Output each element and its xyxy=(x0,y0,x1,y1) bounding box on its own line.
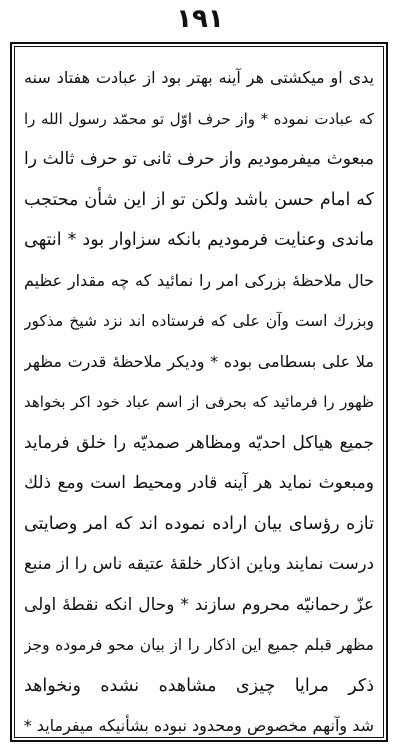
body-text xyxy=(24,58,374,735)
text-line: حال ملاحظهٔ بزرکی امر را نمائید که چه مقدار عظیم xyxy=(24,270,374,290)
text-line: ذکر مرایا چیزی مشاهده نشده ونخواهد xyxy=(24,675,374,696)
text-line: ماندی وعنایت فرمودیم بانکه سزاوار بود * انتهی xyxy=(24,230,374,250)
text-line: مبعوث میفرمودیم واز حرف ثانی تو حرف ثالث را xyxy=(24,149,374,169)
text-line: که امام حسن باشد ولکن تو از این شأن محتجب xyxy=(24,189,374,210)
text-line: يدی او میکشتی هر آینه بهتر بود از عبادت هفتاد سنه xyxy=(24,68,374,87)
text-line: مظهر قبلم جمیع این اذکار را از بیان محو فرموده وجز xyxy=(24,636,374,654)
text-line: درست نمایند وباین اذکار خلقهٔ عتیقه ناس را از منبع xyxy=(24,554,374,573)
page-number: ١٩١ xyxy=(176,4,224,34)
text-line: که عبادت نموده * واز حرف اوّل تو محمّد رسول الله را xyxy=(24,109,374,128)
text-line: تازه رؤسای بیان اراده نموده اند که امر وصایتی xyxy=(24,513,374,534)
page-frame xyxy=(10,42,388,742)
text-line: ومبعوث نماید هر آینه قادر ومحیط است ومع ذلك xyxy=(24,473,374,493)
text-line: وبزرك است وآن علی که فرستاده اند نزد شیخ مذکور xyxy=(24,312,374,330)
text-line: شد وآنهم مخصوص ومحدود نبوده بشأنیکه میفرماید * xyxy=(24,716,374,735)
text-line: عزّ رحمانیّه محروم سازند * وحال انکه نقطهٔ اولی xyxy=(24,594,374,615)
text-line: جمیع هیاکل احدیّه ومظاهر صمدیّه را خلق فرماید xyxy=(24,432,374,453)
text-line: ظهور را فرمائید که بحرفی از اسم عباد خود اکر بخواهد xyxy=(24,393,374,411)
text-line: ملا علی بسطامی بوده * ودیکر ملاحظهٔ قدرت مظهر xyxy=(24,351,374,371)
